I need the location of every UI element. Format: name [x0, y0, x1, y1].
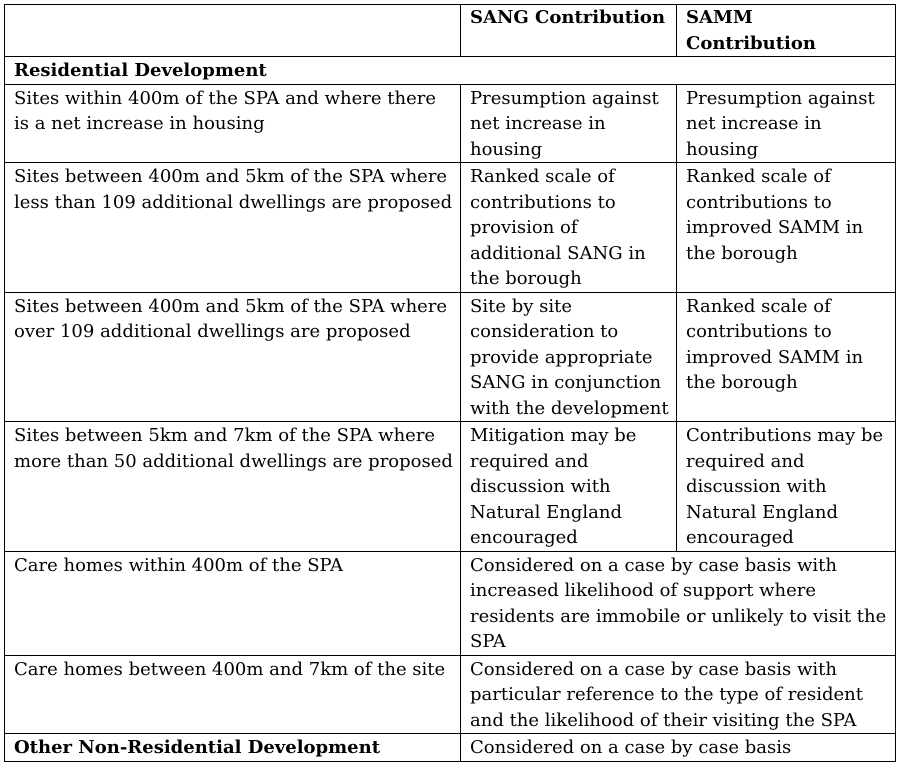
samm-cell: Ranked scale of contributions to improved SAMM in the borough	[677, 163, 896, 293]
section-heading-residential: Residential Development	[5, 57, 896, 85]
site-cell: Sites between 400m and 5km of the SPA where over 109 additional dwellings are proposed	[5, 292, 461, 422]
samm-cell: Ranked scale of contributions to improved SAMM in the borough	[677, 292, 896, 422]
table-row	[5, 163, 896, 293]
combined-cell: Considered on a case by case basis with particular reference to the type of resident and the likelihood of their visiting the SPA	[461, 655, 896, 734]
header-sang: SANG Contribution	[461, 5, 677, 57]
samm-cell: Presumption against net increase in housing	[677, 84, 896, 163]
header-samm: SAMM Contribution	[677, 5, 896, 57]
sang-cell: Presumption against net increase in housing	[461, 84, 677, 163]
site-cell: Sites between 5km and 7km of the SPA where more than 50 additional dwellings are proposed	[5, 422, 461, 552]
section-heading-other: Other Non-Residential Development	[5, 734, 461, 762]
sang-cell: Site by site consideration to provide appropriate SANG in conjunction with the development	[461, 292, 677, 422]
combined-cell: Considered on a case by case basis with increased likelihood of support where residents are immobile or unlikely to visit the SPA	[461, 551, 896, 655]
site-cell: Sites between 400m and 5km of the SPA where less than 109 additional dwellings are proposed	[5, 163, 461, 293]
combined-cell: Considered on a case by case basis	[461, 734, 896, 762]
table-row	[5, 551, 896, 655]
table-row	[5, 655, 896, 734]
sang-cell: Mitigation may be required and discussion with Natural England encouraged	[461, 422, 677, 552]
samm-cell: Contributions may be required and discussion with Natural England encouraged	[677, 422, 896, 552]
section-row-other	[5, 734, 896, 762]
section-row-residential	[5, 57, 896, 85]
table-row	[5, 84, 896, 163]
table-row	[5, 422, 896, 552]
site-cell: Care homes between 400m and 7km of the site	[5, 655, 461, 734]
sang-cell: Ranked scale of contributions to provision of additional SANG in the borough	[461, 163, 677, 293]
header-blank-cell	[5, 5, 461, 57]
table-row	[5, 292, 896, 422]
spa-mitigation-table	[4, 4, 896, 762]
site-cell: Sites within 400m of the SPA and where there is a net increase in housing	[5, 84, 461, 163]
header-row	[5, 5, 896, 57]
site-cell: Care homes within 400m of the SPA	[5, 551, 461, 655]
